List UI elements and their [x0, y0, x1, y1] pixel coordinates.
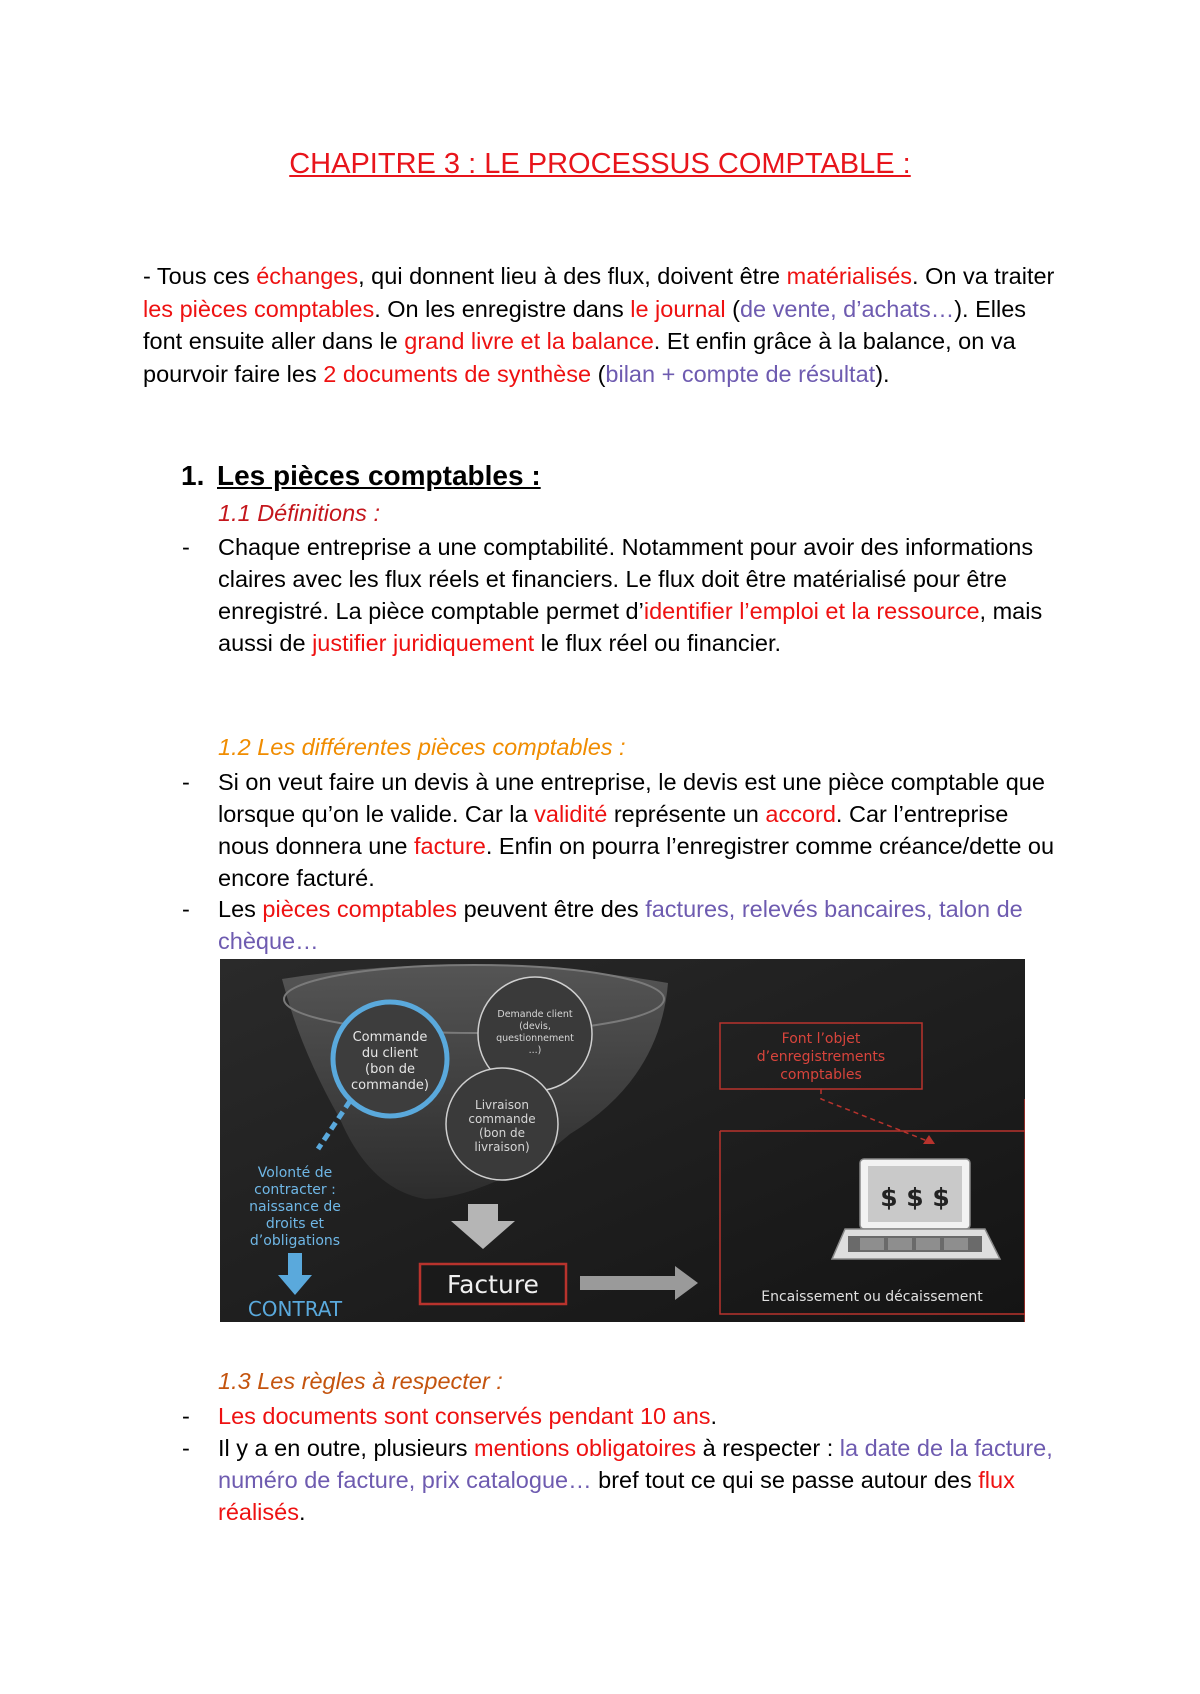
volonte-line-4: droits et: [265, 1216, 325, 1232]
bullet-example: la date de la facture, numéro de facture, prix catalogue…: [218, 1435, 1053, 1493]
volonte-line-1: Volonté de: [257, 1165, 333, 1181]
bullet-text: Il y a en outre, plusieurs: [218, 1435, 475, 1461]
bullet-dash: -: [182, 896, 190, 922]
bullet-body: [218, 1432, 1062, 1528]
font-objet-line-1: Font l’objet: [781, 1031, 861, 1047]
bullet-text: bref tout ce qui se passe autour des: [591, 1467, 979, 1493]
intro-paragraph: [143, 260, 1063, 390]
font-objet-line-3: comptables: [780, 1067, 862, 1083]
bullet-text: .: [710, 1403, 718, 1429]
volonte-line-5: d’obligations: [249, 1233, 341, 1249]
intro-text: . On va traiter: [912, 263, 1055, 289]
bullet-text: . Car l’entreprise nous donnera une: [218, 801, 1009, 859]
section-title: Les pièces comptables :: [217, 460, 541, 491]
commande-label-4: commande): [351, 1078, 429, 1093]
bullet-highlight: justifier juridiquement: [312, 630, 535, 656]
intro-highlight: matérialisés: [786, 263, 913, 289]
bullet-types: [182, 893, 1062, 957]
intro-text: . On les enregistre dans: [374, 295, 631, 322]
intro-text: , qui donnent lieu à des flux, doivent être: [358, 263, 787, 289]
intro-highlight: les pièces comptables: [143, 295, 375, 322]
intro-highlight: 2 documents de synthèse: [323, 360, 592, 387]
livraison-label-4: livraison): [474, 1140, 530, 1154]
process-diagram: [220, 959, 1025, 1322]
bullet-text: peuvent être des: [457, 896, 646, 922]
bullet-definitions: [182, 531, 1062, 659]
commande-label-3: (bon de: [365, 1062, 415, 1077]
bullet-devis: [182, 766, 1062, 894]
commande-label-2: du client: [361, 1046, 419, 1061]
section-heading: [181, 460, 541, 492]
livraison-label-2: commande: [468, 1112, 536, 1126]
intro-text: (: [725, 295, 740, 322]
bullet-highlight: pièces comptables: [262, 896, 458, 922]
volonte-line-3: naissance de: [249, 1199, 341, 1215]
intro-example: bilan + compte de résultat: [605, 360, 876, 387]
livraison-label-1: Livraison: [475, 1098, 529, 1112]
intro-example: de vente, d’achats…: [739, 295, 955, 322]
bullet-text: .: [298, 1499, 306, 1525]
contrat-label: CONTRAT: [247, 1297, 343, 1321]
intro-highlight: échanges: [256, 263, 359, 289]
subheading-definitions: 1.1 Définitions :: [218, 500, 380, 526]
demande-label-4: ...): [528, 1045, 542, 1056]
subheading-pieces: 1.2 Les différentes pièces comptables :: [218, 734, 626, 760]
bullet-text: à respecter :: [696, 1435, 840, 1461]
bullet-highlight: validité: [534, 801, 608, 827]
intro-highlight: le journal: [630, 295, 726, 322]
bullet-text: Les: [218, 896, 263, 922]
bullet-highlight: accord: [765, 801, 836, 827]
intro-highlight: grand livre et la balance: [404, 328, 654, 354]
encaissement-label: Encaissement ou décaissement: [761, 1289, 983, 1305]
bullet-body: [218, 766, 1062, 894]
bullet-highlight: mentions obligatoires: [474, 1435, 697, 1461]
bullet-text: Si on veut faire un devis à une entreprise, le devis est une pièce comptable que lorsque qu’on le valide. Car la: [218, 769, 1045, 827]
intro-text: ). Elles font ensuite aller dans le: [143, 295, 1027, 354]
bullet-highlight: Les documents sont conservés pendant 10 ans: [218, 1403, 711, 1429]
bullet-body: [218, 893, 1062, 957]
bullet-highlight: identifier l’emploi et la ressource: [643, 598, 980, 624]
intro-text: . Et enfin grâce à la balance, on va pourvoir faire les: [143, 328, 1016, 387]
intro-text: ).: [875, 360, 890, 387]
font-objet-line-2: d’enregistrements: [756, 1049, 886, 1065]
demande-label-2: (devis,: [519, 1021, 551, 1032]
bullet-dash: -: [182, 534, 190, 560]
bullet-text: le flux réel ou financier.: [534, 630, 781, 656]
bullet-dash: -: [182, 1435, 190, 1461]
demande-label-3: questionnement: [496, 1033, 574, 1044]
intro-text: - Tous ces: [143, 263, 257, 289]
livraison-label-3: (bon de: [478, 1126, 526, 1140]
bullet-highlight: flux réalisés: [218, 1467, 1015, 1525]
section-number: 1.: [181, 460, 205, 491]
bullet-highlight: facture: [414, 833, 486, 859]
bullet-example: factures, relevés bancaires, talon de chèque…: [218, 896, 1023, 954]
bullet-text: représente un: [607, 801, 766, 827]
dollar-signs: $ $ $: [880, 1183, 950, 1212]
bullet-conservation: [182, 1400, 1062, 1432]
bullet-mentions: [182, 1432, 1062, 1528]
bullet-body: [218, 531, 1062, 659]
volonte-line-2: contracter :: [254, 1182, 336, 1198]
bullet-text: . Enfin on pourra l’enregistrer comme créance/dette ou encore facturé.: [218, 833, 1055, 891]
demande-label-1: Demande client: [497, 1009, 573, 1020]
bullet-text: Chaque entreprise a une comptabilité. Notamment pour avoir des informations claires avec les flux réels et financiers. Le flux doit être matérialisé pour être enregistré. La pièce comptable permet d’: [218, 534, 1034, 624]
bullet-dash: -: [182, 769, 190, 795]
bullet-text: , mais aussi de: [218, 598, 1043, 656]
intro-text: (: [591, 360, 606, 387]
bullet-dash: -: [182, 1403, 190, 1429]
subheading-regles: 1.3 Les règles à respecter :: [218, 1368, 503, 1394]
chapter-title: CHAPITRE 3 : LE PROCESSUS COMPTABLE :: [289, 148, 911, 180]
bullet-body: [218, 1400, 1062, 1432]
facture-label: Facture: [447, 1270, 539, 1299]
commande-label-1: Commande: [352, 1030, 428, 1045]
